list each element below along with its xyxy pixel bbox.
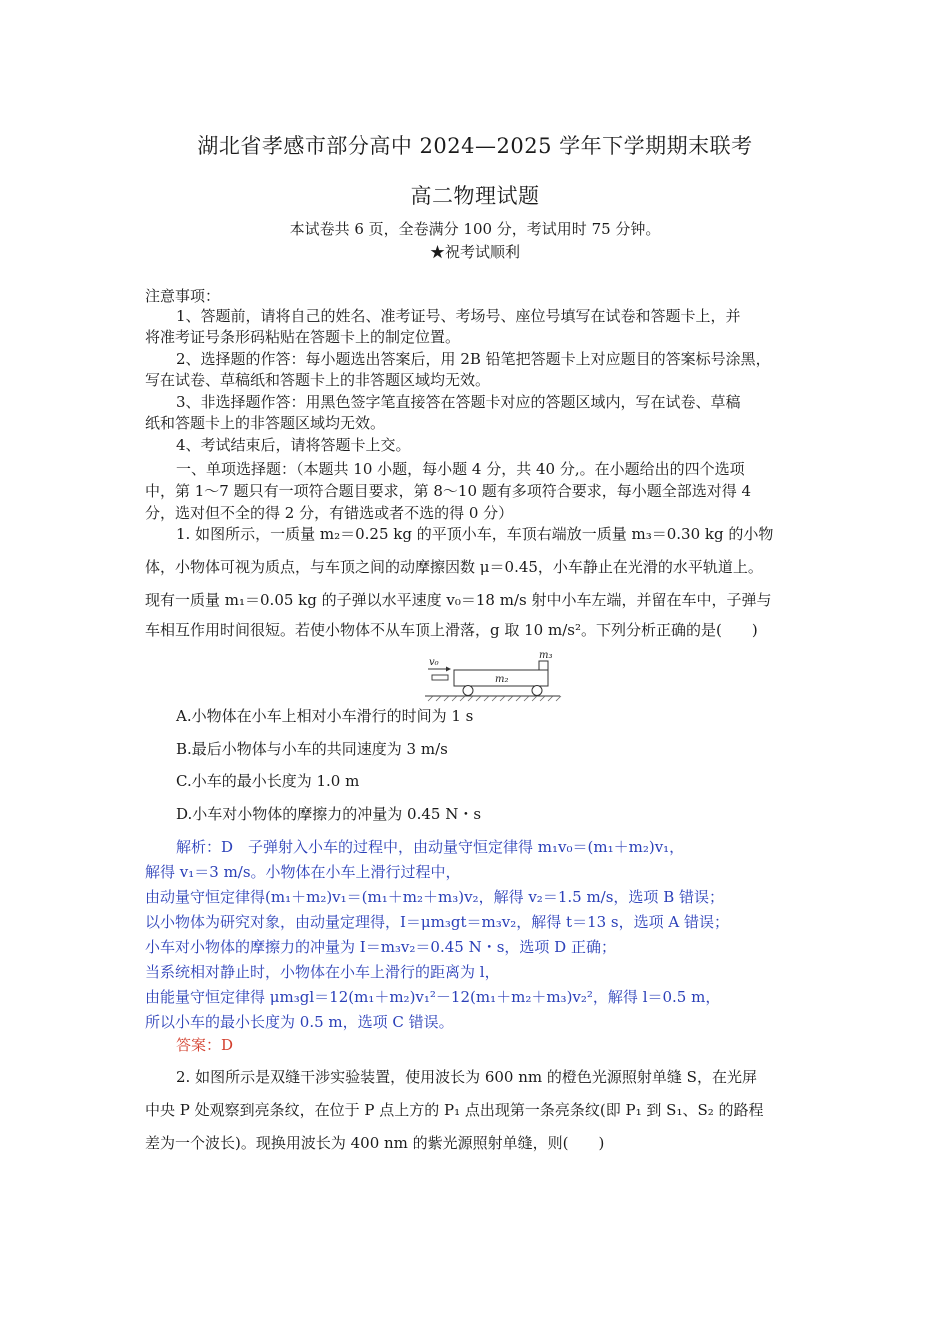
q1-option-c: C.小车的最小长度为 1.0 m — [176, 772, 360, 790]
figure-v0-label: v₀ — [429, 657, 439, 668]
q2-stem-1: 2. 如图所示是双缝干涉实验装置，使用波长为 600 nm 的橙色光源照射单缝 S，在光屏 — [176, 1068, 757, 1086]
q1-stem-2: 体，小物体可视为质点，与车顶之间的动摩擦因数 μ＝0.45，小车静止在光滑的水平轨道上。 — [145, 558, 763, 576]
q1-solution-line-7: 由能量守恒定律得 μm₃gl＝12(m₁＋m₂)v₁²－12(m₁＋m₂＋m₃)v₂²，解得 l＝0.5 m， — [145, 988, 721, 1006]
exam-title: 湖北省孝感市部分高中 2024—2025 学年下学期期末联考 — [197, 134, 753, 158]
notice-item-1-cont: 将准考证号条形码粘贴在答题卡上的制定位置。 — [145, 328, 461, 346]
q1-solution-line-8: 所以小车的最小长度为 0.5 m，选项 C 错误。 — [145, 1013, 454, 1031]
q1-option-d: D.小车对小物体的摩擦力的冲量为 0.45 N・s — [176, 805, 482, 823]
q1-solution-line-5: 小车对小物体的摩擦力的冲量为 I＝m₃v₂＝0.45 N・s，选项 D 正确； — [145, 938, 616, 956]
q1-option-b: B.最后小物体与小车的共同速度为 3 m/s — [176, 740, 448, 758]
exam-info: 本试卷共 6 页，全卷满分 100 分，考试用时 75 分钟。 — [289, 220, 661, 238]
q1-stem-1: 1. 如图所示，一质量 m₂＝0.25 kg 的平顶小车，车顶右端放一质量 m₃＝0.30 kg 的小物 — [176, 525, 774, 543]
exam-subtitle: 高二物理试题 — [410, 184, 540, 208]
section1-line1: 一、单项选择题：（本题共 10 小题，每小题 4 分，共 40 分,。在小题给出的四个选项 — [176, 460, 745, 478]
figure-m3-label: m₃ — [539, 650, 553, 661]
section1-line2: 中，第 1～7 题只有一项符合题目要求，第 8～10 题有多项符合要求，每小题全部选对得 4 — [145, 482, 752, 500]
figure-arrow-head — [446, 667, 451, 672]
figure-ground-hatch — [428, 696, 561, 701]
q1-solution-line-2: 解得 v₁＝3 m/s。小物体在小车上滑行过程中， — [145, 863, 461, 881]
notice-heading: 注意事项： — [145, 287, 221, 305]
notice-item-1: 1、答题前，请将自己的姓名、准考证号、考场号、座位号填写在试卷和答题卡上，并 — [176, 307, 741, 325]
q1-stem-3: 现有一质量 m₁＝0.05 kg 的子弹以水平速度 v₀＝18 m/s 射中小车左端，并留在车中，子弹与 — [145, 591, 772, 609]
exam-wish: ★祝考试顺利 — [429, 243, 520, 261]
figure-block — [539, 661, 548, 670]
figure-bullet — [432, 675, 448, 680]
section1-line3: 分，选对但不全的得 2 分，有错选或者不选的得 0 分） — [145, 504, 514, 522]
q1-solution-line-6: 当系统相对静止时，小物体在小车上滑行的距离为 l， — [145, 963, 500, 981]
notice-item-2: 2、选择题的作答：每小题选出答案后，用 2B 铅笔把答题卡上对应题目的答案标号涂黑， — [176, 350, 771, 368]
notice-item-3-cont: 纸和答题卡上的非答题区域均无效。 — [145, 414, 386, 432]
notice-item-2-cont: 写在试卷、草稿纸和答题卡上的非答题区域均无效。 — [145, 371, 491, 389]
figure-left-wheel — [463, 686, 473, 696]
q2-stem-3: 差为一个波长)。现换用波长为 400 nm 的紫光源照射单缝，则( ) — [145, 1134, 605, 1152]
q1-option-a: A.小物体在小车上相对小车滑行的时间为 1 s — [176, 707, 474, 725]
notice-item-4: 4、考试结束后，请将答题卡上交。 — [176, 436, 411, 454]
q2-stem-2: 中央 P 处观察到亮条纹，在位于 P 点上方的 P₁ 点出现第一条亮条纹(即 P₁ 到 S₁、S₂ 的路程 — [145, 1101, 764, 1119]
q1-solution-line-4: 以小物体为研究对象，由动量定理得，I＝μm₃gt＝m₃v₂，解得 t＝13 s，选项 A 错误； — [145, 913, 729, 931]
figure-m2-label: m₂ — [495, 674, 509, 685]
q1-solution-line-1: 解析：D 子弹射入小车的过程中，由动量守恒定律得 m₁v₀＝(m₁＋m₂)v₁， — [176, 838, 685, 856]
notice-item-3: 3、非选择题作答：用黑色签字笔直接答在答题卡对应的答题区域内，写在试卷、草稿 — [176, 393, 741, 411]
q1-solution-line-3: 由动量守恒定律得(m₁＋m₂)v₁＝(m₁＋m₂＋m₃)v₂，解得 v₂＝1.5 m/s，选项 B 错误； — [145, 888, 724, 906]
q1-stem-4: 车相互作用时间很短。若使小物体不从车顶上滑落，g 取 10 m/s²。下列分析正确的是( ) — [145, 621, 758, 639]
q1-answer: 答案：D — [176, 1036, 234, 1054]
q1-figure — [420, 650, 570, 702]
figure-right-wheel — [532, 686, 542, 696]
